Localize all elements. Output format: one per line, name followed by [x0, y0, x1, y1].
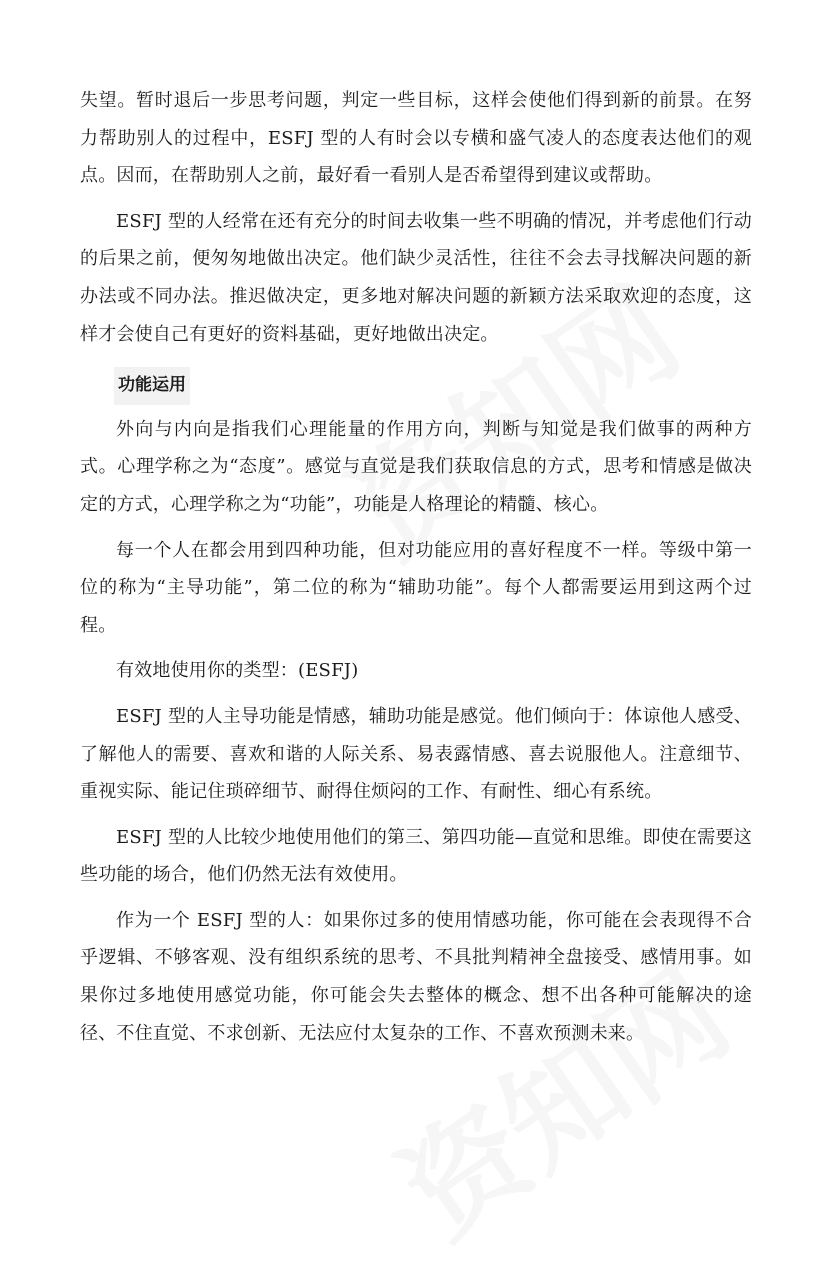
section-heading: 功能运用: [114, 367, 190, 405]
document-body: [80, 82, 752, 1060]
paragraph: 每一个人在都会用到四种功能，但对功能应用的喜好程度不一样。等级中第一位的称为“主导功能”，第二位的称为“辅助功能”。每个人都需要运用到这两个过程。: [80, 539, 752, 636]
paragraph: 外向与内向是指我们心理能量的作用方向，判断与知觉是我们做事的两种方式。心理学称之为“态度”。感觉与直觉是我们获取信息的方式，思考和情感是做决定的方式，心理学称之为“功能”，功能是人格理论的精髓、核心。: [80, 418, 752, 515]
paragraph: 作为一个 ESFJ 型的人：如果你过多的使用情感功能，你可能在会表现得不合乎逻辑、不够客观、没有组织系统的思考、不具批判精神全盘接受、感情用事。如果你过多地使用感觉功能，你可能会失去整体的概念、想不出各种可能解决的途径、不住直觉、不求创新、无法应付太复杂的工作、不喜欢预测未来。: [80, 909, 752, 1044]
paragraph: ESFJ 型的人主导功能是情感，辅助功能是感觉。他们倾向于：体谅他人感受、了解他人的需要、喜欢和谐的人际关系、易表露情感、喜去说服他人。注意细节、重视实际、能记住琐碎细节、耐得住烦闷的工作、有耐性、细心有系统。: [80, 705, 752, 803]
section-heading-wrap: [80, 361, 752, 411]
paragraph-continued: 失望。暂时退后一步思考问题，判定一些目标，这样会使他们得到新的前景。在努力帮助别人的过程中，ESFJ 型的人有时会以专横和盛气凌人的态度表达他们的观点。因而，在帮助别人之前，最好看一看别人是否希望得到建议或帮助。: [80, 90, 752, 187]
paragraph: 有效地使用你的类型：(ESFJ): [116, 660, 359, 682]
paragraph: ESFJ 型的人比较少地使用他们的第三、第四功能—直觉和思维。即使在需要这些功能的场合，他们仍然无法有效使用。: [80, 826, 752, 886]
paragraph: ESFJ 型的人经常在还有充分的时间去收集一些不明确的情况，并考虑他们行动的后果之前，便匆匆地做出决定。他们缺少灵活性，往往不会去寻找解决问题的新办法或不同办法。推迟做决定，更多地对解决问题的新颖方法采取欢迎的态度，这样才会使自己有更好的资料基础，更好地做出决定。: [80, 210, 752, 345]
